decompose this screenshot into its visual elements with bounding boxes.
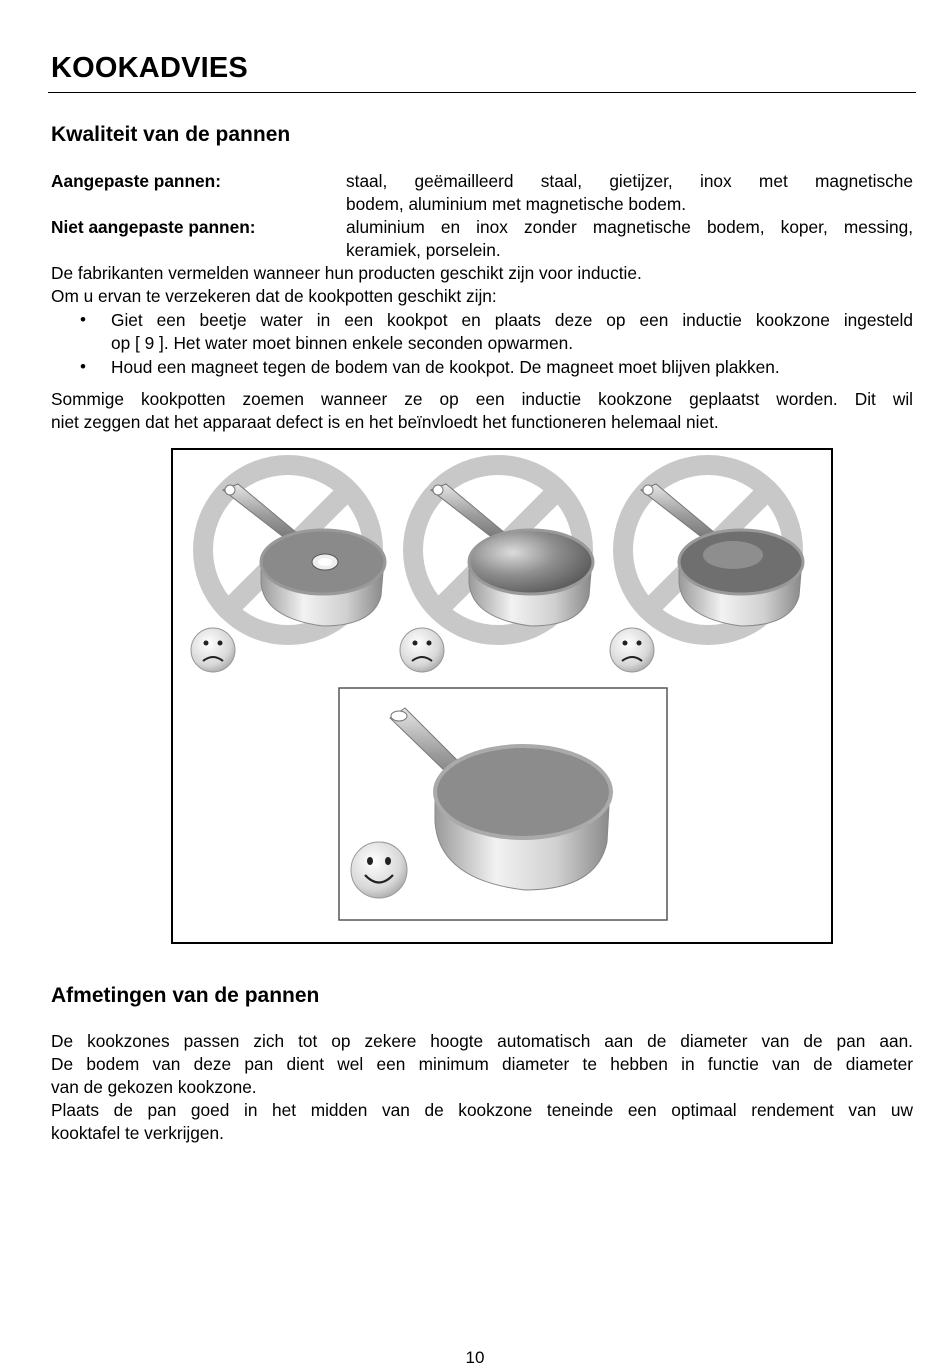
suitable-text-line2: bodem, aluminium met magnetische bodem. [346, 194, 687, 214]
pan-illustration-graphic [173, 450, 831, 942]
page-number: 10 [465, 1348, 485, 1367]
page-title: KOOKADVIES [51, 52, 248, 84]
hum-text-line1: Sommige kookpotten zoemen wanneer ze op een inductie kookzone geplaatst worden. Dit wil [51, 389, 913, 409]
dimensions-p2-line2: kooktafel te verkrijgen. [51, 1123, 224, 1143]
sad-face-icon [191, 628, 235, 672]
hum-text-line2: niet zeggen dat het apparaat defect is en het beïnvloedt het functioneren helemaal niet. [51, 412, 719, 432]
dimensions-p1-line3: van de gekozen kookzone. [51, 1077, 257, 1097]
check-intro-text: Om u ervan te verzekeren dat de kookpotten geschikt zijn: [51, 286, 497, 306]
bullet-2-line1: Houd een magneet tegen de bodem van de kookpot. De magneet moet blijven plakken. [111, 357, 780, 377]
bullet-1-line2: op [ 9 ]. Het water moet binnen enkele seconden opwarmen. [111, 333, 574, 353]
unsuitable-text-line1: aluminium en inox zonder magnetische bodem, koper, messing, [346, 217, 913, 237]
sad-face-icon [400, 628, 444, 672]
prohibited-pan-2 [413, 465, 593, 635]
bullet-1-line1: Giet een beetje water in een kookpot en plaats deze op een inductie kookzone ingesteld [111, 310, 913, 330]
suitable-text-line1: staal, geëmailleerd staal, gietijzer, inox met magnetische [346, 171, 913, 191]
section-heading-dimensions: Afmetingen van de pannen [51, 984, 320, 1007]
unsuitable-label: Niet aangepaste pannen: [51, 217, 256, 237]
suitable-label: Aangepaste pannen: [51, 171, 221, 191]
bullet-dot: • [80, 310, 86, 329]
unsuitable-text-line2: keramiek, porselein. [346, 240, 501, 260]
pan-illustration [171, 448, 833, 944]
smiley-face-icon [351, 842, 407, 898]
dimensions-p1-line1: De kookzones passen zich tot op zekere hoogte automatisch aan de diameter van de pan aan. [51, 1031, 913, 1051]
manufacturers-text: De fabrikanten vermelden wanneer hun producten geschikt zijn voor inductie. [51, 263, 642, 283]
section-heading-quality: Kwaliteit van de pannen [51, 123, 291, 146]
prohibited-pan-1 [203, 465, 385, 635]
dimensions-p2-line1: Plaats de pan goed in het midden van de kookzone teneinde een optimaal rendement van uw [51, 1100, 913, 1120]
sad-face-icon [610, 628, 654, 672]
bullet-dot: • [80, 357, 86, 376]
dimensions-p1-line2: De bodem van deze pan dient wel een minimum diameter te hebben in functie van de diameter [51, 1054, 913, 1074]
prohibited-pan-3 [623, 465, 803, 635]
title-rule [48, 92, 916, 93]
